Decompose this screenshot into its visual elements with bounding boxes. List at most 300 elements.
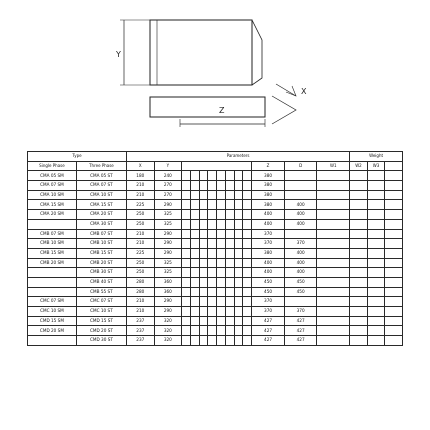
cell-x: 237 [127,336,155,346]
cell-y: 320 [154,316,182,326]
cell-three-phase: CMB 40 ST [76,277,126,287]
table-row [28,190,403,200]
empty-cell [243,248,252,258]
cell-x: 210 [127,307,155,317]
cell-single-phase [28,287,77,297]
cell-single-phase: CMB 15 SM [28,248,77,258]
empty-cell [182,326,191,336]
cell-y: 320 [154,336,182,346]
cell-d [284,297,317,307]
cell-w3 [367,248,385,258]
empty-cell [243,200,252,210]
empty-cell [199,190,208,200]
empty-cell [243,181,252,191]
empty-cell [217,326,226,336]
empty-cell [208,200,217,210]
x-dimension-line [276,84,296,96]
cell-d: 427 [284,326,317,336]
empty-cell [234,326,243,336]
cell-z: 400 [252,268,285,278]
cell-w3 [367,326,385,336]
empty-cell [385,200,403,210]
empty-cell [217,258,226,268]
empty-cell [199,268,208,278]
cell-d [284,181,317,191]
empty-cell [190,210,199,220]
empty-cell [217,336,226,346]
empty-cell [199,239,208,249]
cell-single-phase: CMD 20 SM [28,326,77,336]
table-row [28,219,403,229]
empty-cell [182,171,191,181]
cell-d: 427 [284,316,317,326]
specification-table [27,151,403,346]
empty-cell [199,297,208,307]
cell-w2 [350,307,368,317]
cell-single-phase [28,219,77,229]
empty-cell [182,200,191,210]
cell-z: 370 [252,307,285,317]
empty-cell [190,336,199,346]
empty-cell [217,307,226,317]
empty-cell [234,190,243,200]
cell-single-phase: CMD 15 SM [28,316,77,326]
empty-cell [225,307,234,317]
cell-d: 400 [284,248,317,258]
empty-cell [217,239,226,249]
cell-three-phase: CMB 10 ST [76,239,126,249]
empty-cell [225,336,234,346]
empty-cell [217,316,226,326]
cell-y: 360 [154,277,182,287]
cell-single-phase: CMB 20 SM [28,258,77,268]
cell-d: 450 [284,287,317,297]
empty-cell [199,200,208,210]
empty-cell [234,307,243,317]
empty-cell [234,336,243,346]
cell-z: 380 [252,248,285,258]
cell-w1 [317,190,350,200]
empty-cell [208,287,217,297]
table-row [28,248,403,258]
cell-w2 [350,181,368,191]
header-z: Z [252,161,285,171]
header-w2: W2 [350,161,368,171]
cell-y: 270 [154,181,182,191]
empty-cell [190,316,199,326]
empty-cell [182,336,191,346]
cell-x: 180 [127,171,155,181]
empty-cell [208,316,217,326]
empty-cell [208,190,217,200]
plan-view-arrow [272,96,296,124]
cell-x: 210 [127,181,155,191]
cell-w2 [350,326,368,336]
table-row [28,307,403,317]
empty-cell [225,210,234,220]
empty-cell [190,287,199,297]
empty-cell [199,326,208,336]
cell-x: 250 [127,268,155,278]
empty-cell [182,277,191,287]
empty-cell [217,200,226,210]
cell-three-phase: CMB 30 ST [76,268,126,278]
empty-cell [385,210,403,220]
empty-cell [190,277,199,287]
cell-w1 [317,268,350,278]
empty-cell [190,297,199,307]
cell-z: 400 [252,210,285,220]
cell-y: 325 [154,268,182,278]
empty-cell [385,190,403,200]
empty-cell [190,239,199,249]
empty-cell [243,287,252,297]
header-w3: W3 [367,161,385,171]
empty-cell [208,229,217,239]
header-row-group [28,152,403,162]
empty-cell [225,229,234,239]
empty-cell [243,277,252,287]
empty-cell [208,277,217,287]
empty-cell [385,268,403,278]
cell-x: 237 [127,316,155,326]
empty-cell [199,210,208,220]
empty-cell [208,210,217,220]
cell-w1 [317,326,350,336]
cell-x: 210 [127,190,155,200]
table-row [28,171,403,181]
empty-cell [225,316,234,326]
cell-z: 400 [252,219,285,229]
empty-cell [225,239,234,249]
cell-x: 237 [127,326,155,336]
cell-single-phase: CMC 10 SM [28,307,77,317]
empty-cell [225,200,234,210]
cell-x: 210 [127,229,155,239]
empty-cell [243,307,252,317]
cell-d [284,229,317,239]
cell-three-phase: CMA 15 ST [76,200,126,210]
cell-w1 [317,229,350,239]
empty-cell [199,277,208,287]
empty-cell [199,219,208,229]
empty-cell [243,297,252,307]
empty-cell [217,287,226,297]
cell-single-phase: CMA 20 SM [28,210,77,220]
table-row [28,316,403,326]
cell-w3 [367,307,385,317]
cell-z: 380 [252,190,285,200]
empty-cell [190,258,199,268]
empty-cell [234,181,243,191]
cell-d: 400 [284,219,317,229]
empty-cell [243,336,252,346]
cell-three-phase: CMA 10 ST [76,190,126,200]
cell-d: 400 [284,258,317,268]
cell-w2 [350,297,368,307]
header-x: X [127,161,155,171]
empty-cell [208,248,217,258]
cell-w1 [317,287,350,297]
empty-cell [208,297,217,307]
table-row [28,277,403,287]
cell-x: 250 [127,210,155,220]
cell-d: 427 [284,336,317,346]
empty-cell [190,181,199,191]
cell-x: 250 [127,219,155,229]
cell-three-phase: CMA 30 ST [76,219,126,229]
header-y: Y [154,161,182,171]
empty-cell [385,277,403,287]
cell-y: 240 [154,171,182,181]
cell-z: 427 [252,336,285,346]
cell-x: 225 [127,200,155,210]
cell-w1 [317,200,350,210]
empty-cell [208,239,217,249]
empty-cell [190,248,199,258]
cell-w1 [317,277,350,287]
cell-w3 [367,268,385,278]
header-spacer [182,161,252,171]
empty-cell [385,326,403,336]
cell-y: 325 [154,258,182,268]
empty-cell [243,268,252,278]
empty-cell [225,248,234,258]
empty-cell [217,277,226,287]
empty-cell [385,297,403,307]
empty-cell [217,297,226,307]
cell-z: 450 [252,287,285,297]
table-row [28,229,403,239]
cell-y: 290 [154,307,182,317]
cell-w3 [367,181,385,191]
cell-w1 [317,258,350,268]
table-row [28,181,403,191]
empty-cell [234,316,243,326]
empty-cell [199,258,208,268]
cell-x: 280 [127,287,155,297]
empty-cell [234,258,243,268]
empty-cell [385,307,403,317]
cell-three-phase: CMA 05 ST [76,171,126,181]
cell-single-phase [28,336,77,346]
cell-x: 210 [127,239,155,249]
cell-w1 [317,171,350,181]
plan-view-outline [150,97,265,117]
empty-cell [225,297,234,307]
cell-z: 427 [252,326,285,336]
empty-cell [182,258,191,268]
cell-d [284,190,317,200]
cell-w2 [350,277,368,287]
empty-cell [225,277,234,287]
cell-w2 [350,287,368,297]
cell-w2 [350,239,368,249]
empty-cell [199,316,208,326]
cell-y: 290 [154,248,182,258]
empty-cell [182,229,191,239]
empty-cell [182,181,191,191]
empty-cell [225,326,234,336]
header-weight: Weight [350,152,403,162]
cell-single-phase [28,268,77,278]
empty-cell [217,268,226,278]
empty-cell [385,258,403,268]
empty-cell [243,316,252,326]
empty-cell [208,307,217,317]
cell-d: 370 [284,307,317,317]
cell-z: 380 [252,200,285,210]
cell-w3 [367,277,385,287]
empty-cell [217,171,226,181]
cell-w3 [367,336,385,346]
empty-cell [182,297,191,307]
empty-cell [243,229,252,239]
empty-cell [182,287,191,297]
table-row [28,326,403,336]
cell-w2 [350,171,368,181]
cell-single-phase [28,277,77,287]
cell-d: 400 [284,268,317,278]
empty-cell [234,171,243,181]
table-row [28,200,403,210]
empty-cell [385,171,403,181]
empty-cell [199,181,208,191]
cell-three-phase: CMC 07 ST [76,297,126,307]
cell-w1 [317,307,350,317]
empty-cell [385,181,403,191]
cell-three-phase: CMB 20 ST [76,258,126,268]
table-row [28,239,403,249]
empty-cell [234,248,243,258]
empty-cell [243,326,252,336]
empty-cell [225,219,234,229]
empty-cell [385,248,403,258]
cell-three-phase: CMB 15 ST [76,248,126,258]
empty-cell [199,336,208,346]
cell-single-phase: CMA 15 SM [28,200,77,210]
empty-cell [190,171,199,181]
empty-cell [234,268,243,278]
empty-cell [234,219,243,229]
empty-cell [234,287,243,297]
cell-w3 [367,239,385,249]
empty-cell [182,210,191,220]
table-row [28,336,403,346]
header-w1: W1 [317,161,350,171]
empty-cell [234,277,243,287]
empty-cell [225,190,234,200]
cell-x: 250 [127,258,155,268]
cell-single-phase: CMB 07 SM [28,229,77,239]
cell-w3 [367,229,385,239]
empty-cell [182,219,191,229]
header-parameters: Parameters [127,152,350,162]
cell-single-phase: CMA 10 SM [28,190,77,200]
header-three-phase: Three Phase [76,161,126,171]
cell-z: 450 [252,277,285,287]
cell-y: 290 [154,297,182,307]
header-type: Type [28,152,127,162]
empty-cell [190,219,199,229]
cell-w1 [317,248,350,258]
cell-single-phase: CMC 07 SM [28,297,77,307]
cell-three-phase: CMB 55 ST [76,287,126,297]
empty-cell [217,181,226,191]
cell-three-phase: CMD 15 ST [76,316,126,326]
cell-w2 [350,229,368,239]
y-dimension-label: Y [116,50,121,59]
empty-cell [208,171,217,181]
cell-x: 225 [127,248,155,258]
cell-z: 370 [252,297,285,307]
specification-table-body [28,171,403,345]
cell-w2 [350,336,368,346]
empty-cell [199,229,208,239]
cell-z: 400 [252,258,285,268]
empty-cell [190,190,199,200]
table-row [28,210,403,220]
cell-y: 320 [154,326,182,336]
cell-y: 325 [154,219,182,229]
enclosure-dimension-drawing [0,0,430,145]
cell-single-phase: CMA 07 SM [28,181,77,191]
empty-cell [199,171,208,181]
cell-w1 [317,181,350,191]
cell-three-phase: CMA 07 ST [76,181,126,191]
header-blank [385,161,403,171]
empty-cell [243,210,252,220]
cell-z: 380 [252,171,285,181]
z-dimension-label: Z [219,106,225,115]
cell-w2 [350,248,368,258]
empty-cell [225,268,234,278]
header-single-phase: Single Phase [28,161,77,171]
empty-cell [182,268,191,278]
cell-w2 [350,190,368,200]
cell-w1 [317,297,350,307]
cell-single-phase: CMB 10 SM [28,239,77,249]
cell-y: 325 [154,210,182,220]
empty-cell [234,200,243,210]
empty-cell [243,171,252,181]
empty-cell [208,258,217,268]
cell-d: 450 [284,277,317,287]
cell-w3 [367,316,385,326]
empty-cell [385,287,403,297]
header-row-columns [28,161,403,171]
empty-cell [182,248,191,258]
cell-w3 [367,190,385,200]
cell-w3 [367,258,385,268]
side-bevel [252,20,262,85]
cell-w1 [317,219,350,229]
empty-cell [217,219,226,229]
cell-w1 [317,239,350,249]
cell-x: 210 [127,297,155,307]
empty-cell [208,219,217,229]
empty-cell [190,229,199,239]
table-row [28,297,403,307]
x-dimension-label: X [301,87,307,96]
empty-cell [182,190,191,200]
cell-w3 [367,171,385,181]
empty-cell [243,190,252,200]
empty-cell [385,239,403,249]
empty-cell [234,229,243,239]
empty-cell [225,181,234,191]
front-view-outline [150,20,252,85]
